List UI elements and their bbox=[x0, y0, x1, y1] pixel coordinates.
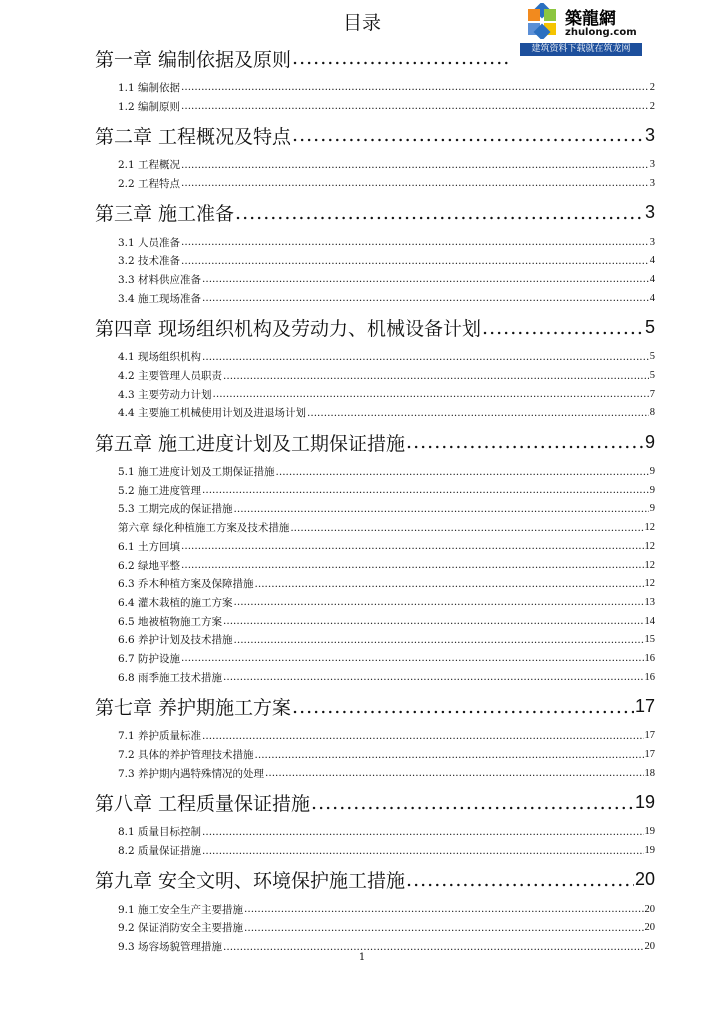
dot-leader bbox=[234, 634, 644, 646]
dot-leader bbox=[406, 431, 644, 453]
entry-page: 12 bbox=[644, 559, 655, 571]
dot-leader bbox=[181, 177, 649, 189]
entry-label: 3.2 技术准备 bbox=[118, 255, 181, 268]
entry-label: 9.2 保证消防安全主要措施 bbox=[118, 922, 244, 935]
entry-page: 20 bbox=[644, 941, 655, 953]
entry-label: 第三章 施工准备 bbox=[95, 203, 235, 226]
toc-section-entry[interactable] bbox=[95, 500, 655, 519]
dot-leader bbox=[292, 696, 634, 718]
entry-label: 5.3 工期完成的保证措施 bbox=[118, 503, 233, 516]
toc-section-entry[interactable] bbox=[95, 289, 655, 308]
entry-label: 2.2 工程特点 bbox=[118, 177, 181, 190]
logo-url: zhulong.com bbox=[565, 27, 637, 38]
toc-chapter-entry[interactable] bbox=[95, 783, 655, 823]
entry-page: 3 bbox=[649, 159, 655, 171]
toc-section-entry[interactable] bbox=[95, 462, 655, 481]
entry-page: 13 bbox=[644, 596, 655, 608]
entry-page: 3 bbox=[649, 177, 655, 189]
toc-section-entry[interactable] bbox=[95, 823, 655, 842]
entry-label: 6.6 养护计划及技术措施 bbox=[118, 634, 233, 647]
entry-label: 4.3 主要劳动力计划 bbox=[118, 388, 212, 401]
toc-chapter-entry[interactable] bbox=[95, 308, 655, 348]
entry-page: 19 bbox=[644, 826, 655, 838]
dot-leader bbox=[234, 596, 644, 608]
entry-page: 17 bbox=[644, 749, 655, 761]
table-of-contents bbox=[95, 38, 655, 956]
entry-page: 20 bbox=[634, 869, 655, 890]
entry-page: 5 bbox=[649, 370, 655, 382]
entry-label: 7.1 养护质量标准 bbox=[118, 730, 202, 743]
toc-section-entry[interactable] bbox=[95, 919, 655, 938]
entry-label: 4.1 现场组织机构 bbox=[118, 351, 202, 364]
dot-leader bbox=[223, 370, 649, 382]
toc-chapter-entry[interactable] bbox=[95, 115, 655, 155]
dot-leader bbox=[181, 559, 643, 571]
entry-label: 6.2 绿地平整 bbox=[118, 559, 181, 572]
entry-label: 6.1 土方回填 bbox=[118, 540, 181, 553]
entry-label: 4.2 主要管理人员职责 bbox=[118, 370, 223, 383]
entry-label: 9.3 场容场貌管理措施 bbox=[118, 941, 223, 954]
toc-chapter-entry[interactable] bbox=[95, 193, 655, 233]
dot-leader bbox=[292, 47, 508, 69]
entry-label: 5.1 施工进度计划及工期保证措施 bbox=[118, 466, 275, 479]
entry-page: 12 bbox=[644, 540, 655, 552]
dot-leader bbox=[290, 522, 643, 534]
dot-leader bbox=[202, 484, 649, 496]
dot-leader bbox=[181, 255, 649, 267]
dot-leader bbox=[202, 845, 643, 857]
toc-section-entry[interactable] bbox=[95, 348, 655, 367]
entry-page: 17 bbox=[634, 696, 655, 716]
logo-slogan: 建筑资料下载就在筑龙网 bbox=[520, 43, 642, 56]
entry-page: 5 bbox=[644, 317, 655, 337]
dot-leader bbox=[255, 578, 644, 590]
entry-label: 6.5 地被植物施工方案 bbox=[118, 615, 223, 628]
entry-page: 4 bbox=[649, 273, 655, 285]
dot-leader bbox=[202, 273, 649, 285]
entry-label: 第六章 绿化种植施工方案及技术措施 bbox=[118, 522, 290, 535]
entry-label: 6.7 防护设施 bbox=[118, 652, 181, 665]
dot-leader bbox=[202, 292, 649, 304]
dot-leader bbox=[181, 81, 649, 93]
toc-section-entry[interactable] bbox=[95, 270, 655, 289]
entry-page: 15 bbox=[644, 634, 655, 646]
entry-label: 3.3 材料供应准备 bbox=[118, 273, 202, 286]
toc-section-entry[interactable] bbox=[95, 155, 655, 174]
toc-section-entry[interactable] bbox=[95, 727, 655, 746]
toc-section-entry[interactable] bbox=[95, 745, 655, 764]
dot-leader bbox=[307, 407, 649, 419]
dot-leader bbox=[181, 100, 649, 112]
entry-page: 19 bbox=[634, 792, 655, 813]
dot-leader bbox=[276, 466, 649, 478]
dot-leader bbox=[406, 869, 634, 891]
logo-brand: 築龍網 bbox=[565, 9, 616, 29]
toc-section-entry[interactable] bbox=[95, 612, 655, 631]
entry-page: 7 bbox=[649, 388, 655, 400]
toc-section-entry[interactable] bbox=[95, 556, 655, 575]
entry-label: 8.1 质量目标控制 bbox=[118, 826, 202, 839]
entry-page: 5 bbox=[649, 351, 655, 363]
toc-section-entry[interactable] bbox=[95, 366, 655, 385]
dot-leader bbox=[181, 540, 643, 552]
entry-page: 9 bbox=[644, 431, 655, 452]
entry-page: 18 bbox=[644, 767, 655, 779]
entry-page: 4 bbox=[649, 255, 655, 267]
entry-page: 12 bbox=[644, 522, 655, 534]
entry-page: 16 bbox=[644, 671, 655, 683]
entry-label: 2.1 工程概况 bbox=[118, 159, 181, 172]
dot-leader bbox=[202, 351, 649, 363]
entry-page: 16 bbox=[644, 652, 655, 664]
toc-chapter-entry[interactable] bbox=[95, 687, 655, 727]
entry-page: 19 bbox=[644, 845, 655, 857]
toc-section-entry[interactable] bbox=[95, 78, 655, 97]
entry-label: 6.4 灌木栽植的施工方案 bbox=[118, 596, 233, 609]
entry-label: 第八章 工程质量保证措施 bbox=[95, 793, 311, 816]
entry-page: 20 bbox=[644, 903, 655, 915]
entry-label: 1.2 编制原则 bbox=[118, 100, 181, 113]
dot-leader bbox=[255, 749, 644, 761]
dot-leader bbox=[265, 767, 643, 779]
page-number: 1 bbox=[358, 952, 366, 963]
toc-title: 目录 bbox=[342, 12, 381, 34]
entry-label: 5.2 施工进度管理 bbox=[118, 484, 202, 497]
dot-leader bbox=[223, 615, 643, 627]
entry-label: 6.8 雨季施工技术措施 bbox=[118, 671, 223, 684]
toc-section-entry[interactable] bbox=[95, 385, 655, 404]
entry-label: 第九章 安全文明、环境保护施工措施 bbox=[95, 870, 406, 893]
entry-page: 14 bbox=[644, 615, 655, 627]
entry-page: 2 bbox=[649, 100, 655, 112]
toc-section-entry[interactable] bbox=[95, 841, 655, 860]
dot-leader bbox=[244, 922, 643, 934]
toc-section-entry[interactable] bbox=[95, 481, 655, 500]
entry-label: 8.2 质量保证措施 bbox=[118, 845, 202, 858]
dot-leader bbox=[234, 503, 649, 515]
entry-page: 3 bbox=[649, 236, 655, 248]
dot-leader bbox=[235, 202, 644, 224]
dot-leader bbox=[311, 792, 634, 814]
entry-label: 第七章 养护期施工方案 bbox=[95, 697, 292, 719]
entry-page: 4 bbox=[649, 292, 655, 304]
entry-page: 9 bbox=[649, 484, 655, 496]
toc-section-entry[interactable] bbox=[95, 174, 655, 193]
entry-label: 4.4 主要施工机械使用计划及进退场计划 bbox=[118, 407, 307, 420]
toc-section-entry[interactable] bbox=[95, 97, 655, 116]
entry-label: 第五章 施工进度计划及工期保证措施 bbox=[95, 432, 406, 455]
toc-section-entry[interactable] bbox=[95, 518, 655, 537]
entry-page: 20 bbox=[644, 922, 655, 934]
dot-leader bbox=[202, 826, 643, 838]
entry-page: 12 bbox=[644, 578, 655, 590]
entry-page: 3 bbox=[644, 202, 655, 223]
toc-section-entry[interactable] bbox=[95, 764, 655, 783]
dot-leader bbox=[223, 671, 643, 683]
toc-section-entry[interactable] bbox=[95, 233, 655, 252]
dot-leader bbox=[181, 652, 643, 664]
dot-leader bbox=[181, 236, 649, 248]
entry-page: 9 bbox=[649, 466, 655, 478]
dot-leader bbox=[181, 159, 649, 171]
dot-leader bbox=[213, 388, 649, 400]
entry-page: 3 bbox=[644, 124, 655, 145]
toc-section-entry[interactable] bbox=[95, 593, 655, 612]
entry-label: 3.1 人员准备 bbox=[118, 236, 181, 249]
toc-section-entry[interactable] bbox=[95, 630, 655, 649]
toc-section-entry[interactable] bbox=[95, 251, 655, 270]
entry-label: 6.3 乔木种植方案及保障措施 bbox=[118, 578, 254, 591]
toc-section-entry[interactable] bbox=[95, 574, 655, 593]
dot-leader bbox=[223, 941, 643, 953]
dot-leader bbox=[482, 317, 644, 339]
logo-icon bbox=[524, 3, 560, 39]
dot-leader bbox=[244, 903, 643, 915]
dot-leader bbox=[202, 730, 643, 742]
entry-page: 2 bbox=[649, 81, 655, 93]
toc-chapter-entry[interactable] bbox=[95, 422, 655, 462]
toc-section-entry[interactable] bbox=[95, 537, 655, 556]
toc-chapter-entry[interactable] bbox=[95, 860, 655, 900]
entry-label: 3.4 施工现场准备 bbox=[118, 292, 202, 305]
entry-page: 9 bbox=[649, 503, 655, 515]
zhulong-logo bbox=[518, 0, 644, 58]
toc-section-entry[interactable] bbox=[95, 404, 655, 423]
toc-section-entry[interactable] bbox=[95, 649, 655, 668]
entry-label: 1.1 编制依据 bbox=[118, 81, 181, 94]
toc-section-entry[interactable] bbox=[95, 668, 655, 687]
entry-label: 第四章 现场组织机构及劳动力、机械设备计划 bbox=[95, 318, 482, 340]
entry-label: 第二章 工程概况及特点 bbox=[95, 125, 292, 148]
entry-page: 17 bbox=[644, 730, 655, 742]
entry-label: 7.3 养护期内遇特殊情况的处理 bbox=[118, 767, 265, 780]
entry-label: 9.1 施工安全生产主要措施 bbox=[118, 903, 244, 916]
entry-page: 8 bbox=[649, 407, 655, 419]
dot-leader bbox=[292, 124, 644, 146]
entry-label: 第一章 编制依据及原则 bbox=[95, 48, 292, 71]
toc-section-entry[interactable] bbox=[95, 900, 655, 919]
entry-label: 7.2 具体的养护管理技术措施 bbox=[118, 749, 254, 762]
